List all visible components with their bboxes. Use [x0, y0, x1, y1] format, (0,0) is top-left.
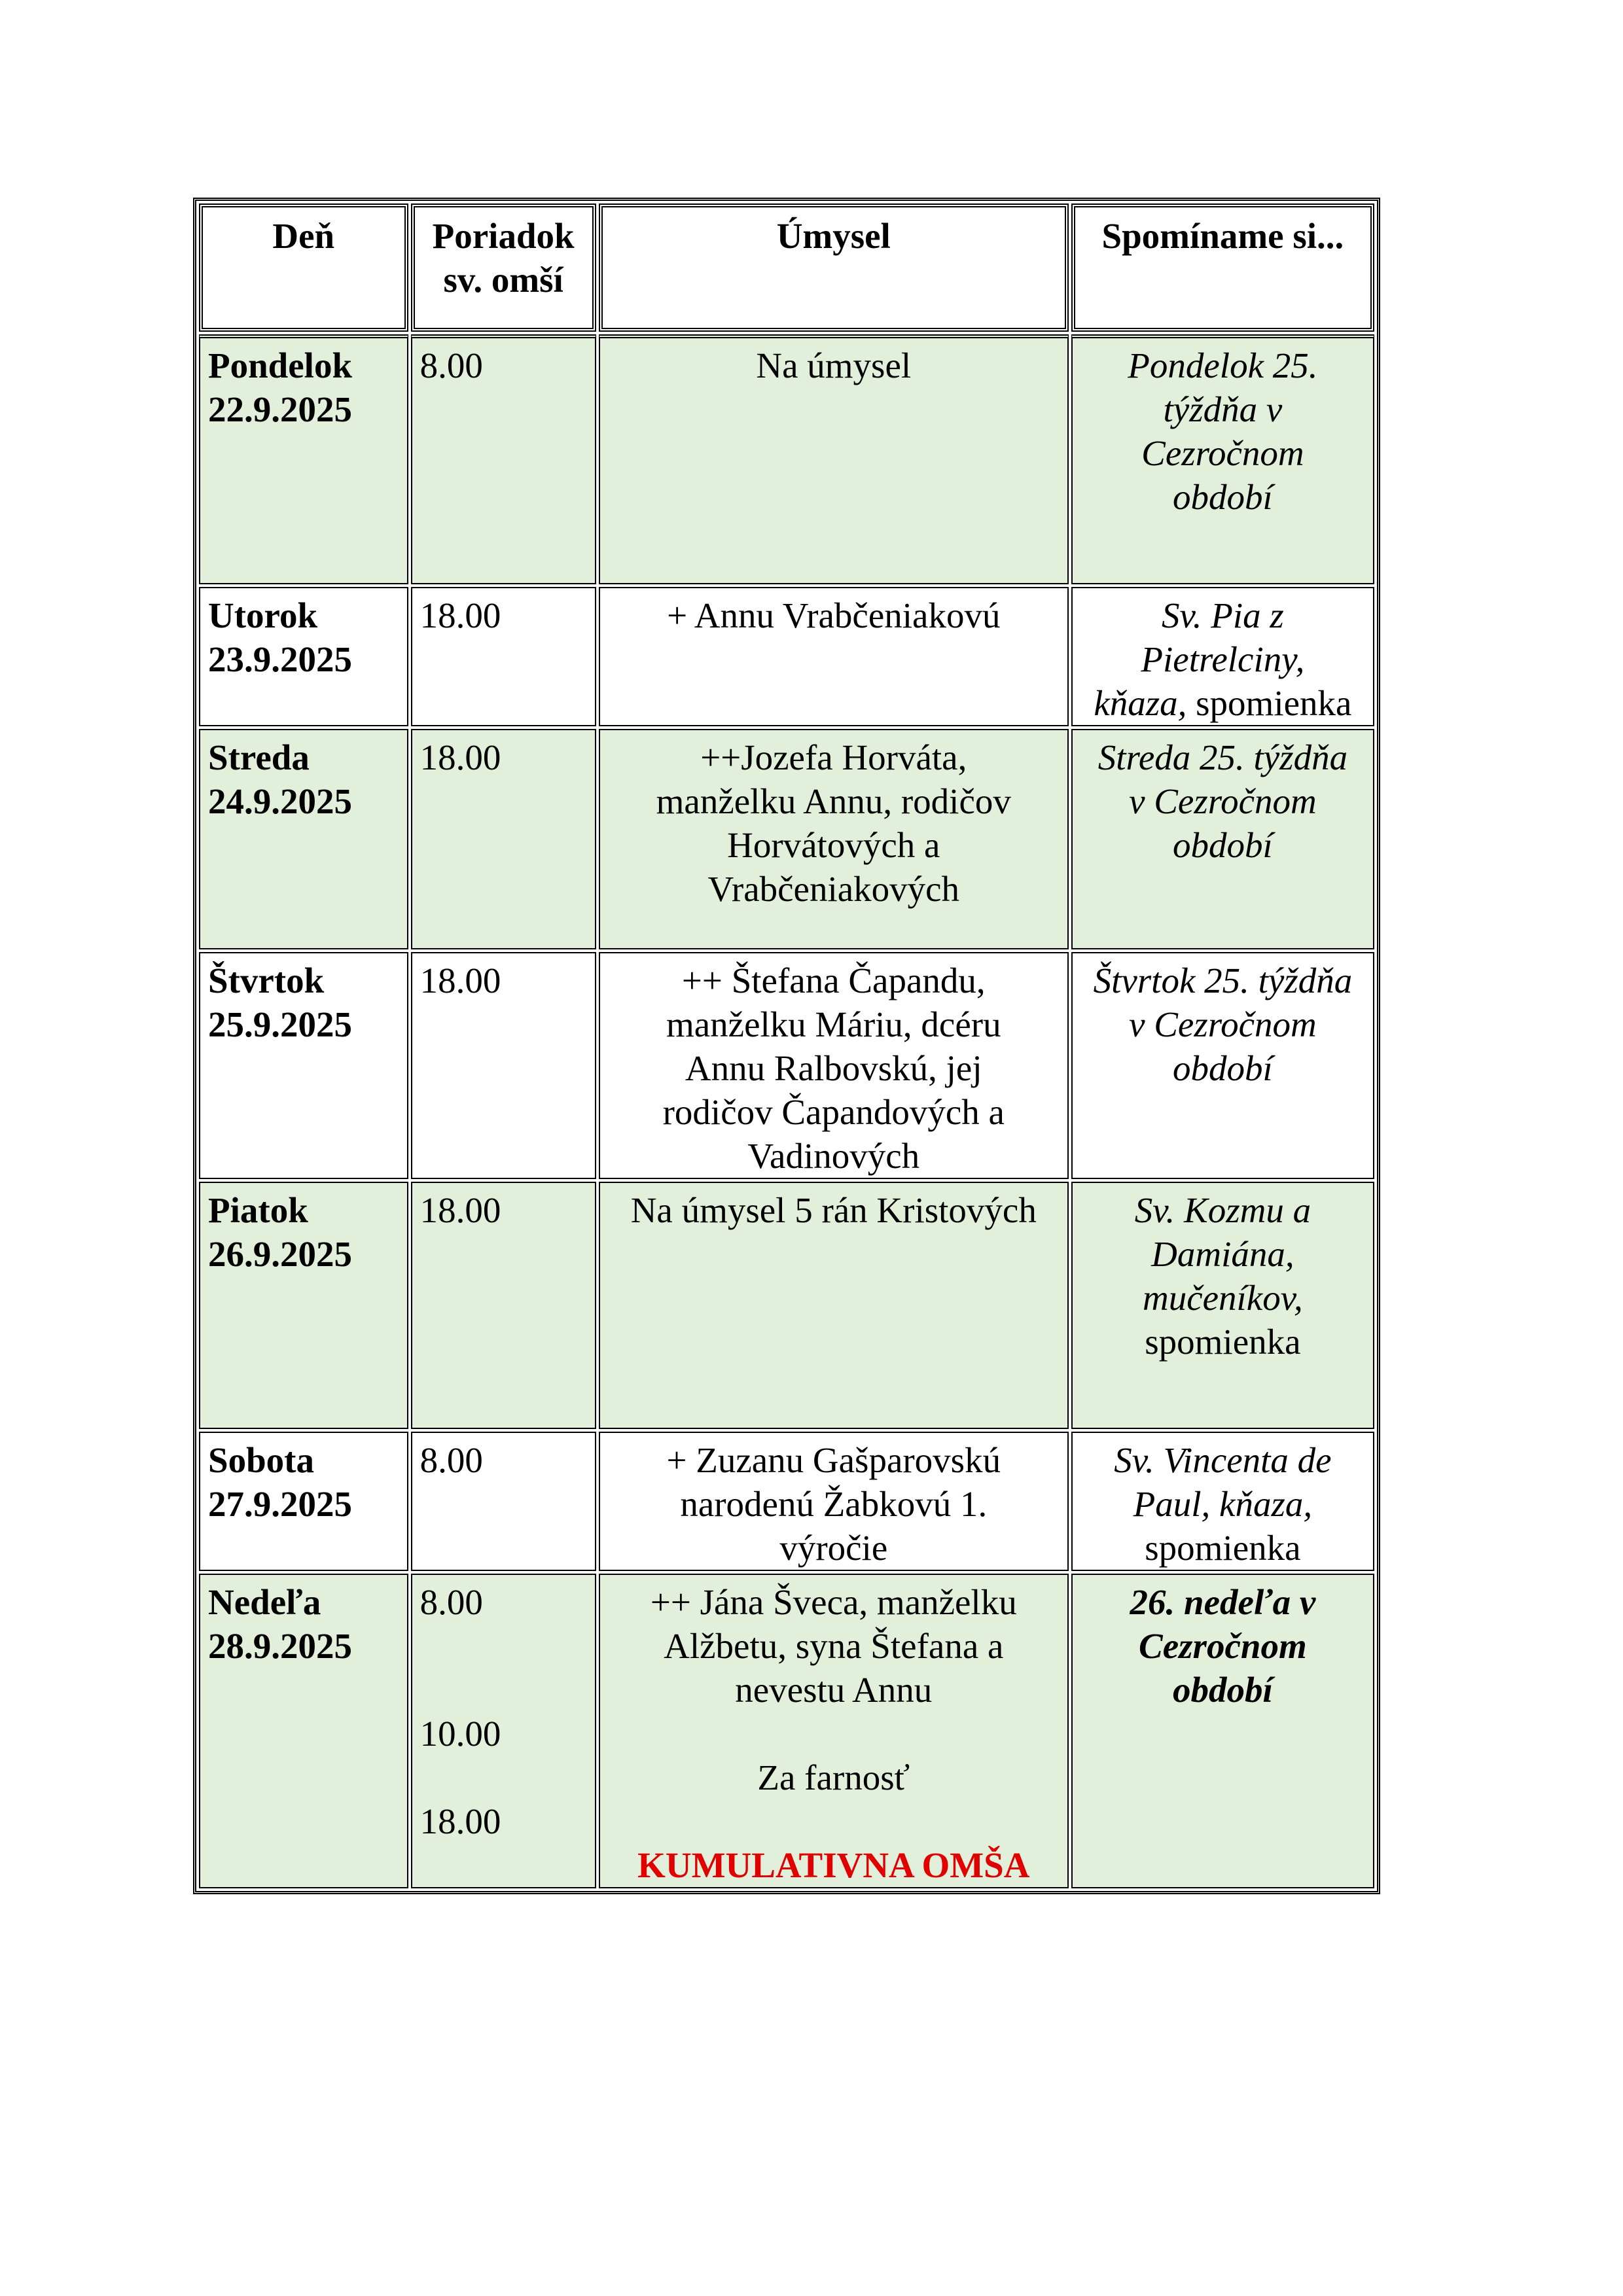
day-name: Piatok [208, 1190, 308, 1230]
memo-line: období [1173, 477, 1273, 517]
intent-line: Horvátových a [727, 825, 940, 865]
time-cell: 18.00 [411, 1182, 596, 1429]
intent-line: Vrabčeniakových [707, 869, 960, 909]
memo-line: Sv. Pia z [1161, 595, 1284, 635]
intent-line: Vadinových [747, 1136, 920, 1176]
header-time-line-2: sv. omší [443, 260, 563, 300]
memo-cell [1071, 952, 1374, 1179]
memo-line: období [1173, 1670, 1273, 1710]
memo-cell [1071, 1182, 1374, 1429]
day-cell [199, 1574, 408, 1888]
header-time-line-1: Poriadok [432, 216, 575, 256]
intent-cell [599, 1432, 1069, 1571]
time-cell [411, 1574, 596, 1888]
memo-suffix: spomienka [1196, 683, 1352, 723]
intent-line: Za farnosť [757, 1757, 910, 1797]
memo-line: Cezročnom [1141, 433, 1304, 473]
memo-line: kňaza, [1094, 683, 1187, 723]
day-name: Nedeľa [208, 1582, 321, 1622]
memo-suffix: spomienka [1145, 1322, 1301, 1362]
memo-line: Paul, kňaza, [1133, 1484, 1313, 1524]
day-cell [199, 1432, 408, 1571]
intent-cell [599, 952, 1069, 1179]
mass-schedule-table [193, 198, 1380, 1894]
intent-line: Alžbetu, syna Štefana a [664, 1626, 1004, 1666]
intent-line: ++ Jána Šveca, manželku [650, 1582, 1017, 1622]
memo-cell [1071, 1432, 1374, 1571]
day-cell [199, 587, 408, 726]
memo-line: Streda 25. týždňa [1097, 737, 1348, 777]
memo-line: Štvrtok 25. týždňa [1093, 961, 1353, 1000]
memo-line: Cezročnom [1139, 1626, 1307, 1666]
intent-line: Na úmysel [756, 345, 912, 385]
intent-line: rodičov Čapandových a [662, 1092, 1005, 1132]
mass-time: 18.00 [419, 1801, 501, 1841]
day-date: 27.9.2025 [208, 1484, 352, 1524]
day-name: Sobota [208, 1440, 314, 1480]
day-date: 28.9.2025 [208, 1626, 352, 1666]
day-name: Streda [208, 737, 310, 777]
time-cell: 18.00 [411, 587, 596, 726]
table-row [199, 952, 1374, 1179]
memo-line: v Cezročnom [1129, 781, 1317, 821]
day-date: 24.9.2025 [208, 781, 352, 821]
day-cell [199, 334, 408, 584]
day-date: 26.9.2025 [208, 1234, 352, 1274]
memo-line: Damiána, [1151, 1234, 1294, 1274]
memo-cell [1071, 334, 1374, 584]
table-row [199, 334, 1374, 584]
schedule-grid [196, 201, 1377, 1891]
memo-line: období [1173, 1048, 1273, 1088]
intent-line: Na úmysel 5 rán Kristových [630, 1190, 1037, 1230]
day-cell [199, 952, 408, 1179]
intent-cell [599, 1574, 1069, 1888]
header-intent: Úmysel [599, 203, 1069, 332]
memo-line: období [1173, 825, 1273, 865]
memo-line: Pondelok 25. [1128, 345, 1318, 385]
memo-suffix: spomienka [1145, 1528, 1301, 1568]
cumulative-mass-label: KUMULATIVNA OMŠA [637, 1845, 1030, 1885]
table-row [199, 1432, 1374, 1571]
intent-cell [599, 334, 1069, 584]
memo-cell [1071, 729, 1374, 949]
header-day: Deň [199, 203, 408, 332]
memo-line: Sv. Vincenta de [1114, 1440, 1332, 1480]
intent-line: narodenú Žabkovú 1. [680, 1484, 988, 1524]
table-row [199, 1574, 1374, 1888]
mass-time: 8.00 [419, 1582, 483, 1622]
intent-line: manželku Annu, rodičov [656, 781, 1011, 821]
day-cell [199, 729, 408, 949]
day-cell [199, 1182, 408, 1429]
day-name: Utorok [208, 595, 318, 635]
time-cell: 18.00 [411, 952, 596, 1179]
intent-line: manželku Máriu, dcéru [666, 1004, 1001, 1044]
day-date: 22.9.2025 [208, 389, 352, 429]
memo-cell [1071, 1574, 1374, 1888]
table-row [199, 729, 1374, 949]
header-memo: Spomíname si... [1071, 203, 1374, 332]
memo-line: týždňa v [1163, 389, 1283, 429]
time-cell: 8.00 [411, 1432, 596, 1571]
memo-line: 26. nedeľa v [1130, 1582, 1316, 1622]
intent-line: Annu Ralbovskú, jej [685, 1048, 982, 1088]
table-row [199, 587, 1374, 726]
table-row [199, 1182, 1374, 1429]
intent-cell [599, 1182, 1069, 1429]
memo-line: v Cezročnom [1129, 1004, 1317, 1044]
intent-line: ++ Štefana Čapandu, [681, 961, 986, 1000]
day-date: 25.9.2025 [208, 1004, 352, 1044]
intent-cell [599, 587, 1069, 726]
memo-line: Sv. Kozmu a [1134, 1190, 1311, 1230]
day-name: Pondelok [208, 345, 353, 385]
header-row [199, 203, 1374, 332]
time-cell: 8.00 [411, 334, 596, 584]
intent-line: výročie [779, 1528, 888, 1568]
intent-line: nevestu Annu [735, 1670, 933, 1710]
intent-cell [599, 729, 1069, 949]
memo-line: Pietrelciny, [1141, 639, 1305, 679]
intent-line: ++Jozefa Horváta, [700, 737, 967, 777]
time-cell: 18.00 [411, 729, 596, 949]
intent-line: + Zuzanu Gašparovskú [666, 1440, 1001, 1480]
memo-line: mučeníkov, [1142, 1278, 1303, 1318]
memo-cell [1071, 587, 1374, 726]
header-time [411, 203, 596, 332]
mass-time: 10.00 [419, 1714, 501, 1754]
day-date: 23.9.2025 [208, 639, 352, 679]
intent-line: + Annu Vrabčeniakovú [667, 595, 1001, 635]
day-name: Štvrtok [208, 961, 325, 1000]
